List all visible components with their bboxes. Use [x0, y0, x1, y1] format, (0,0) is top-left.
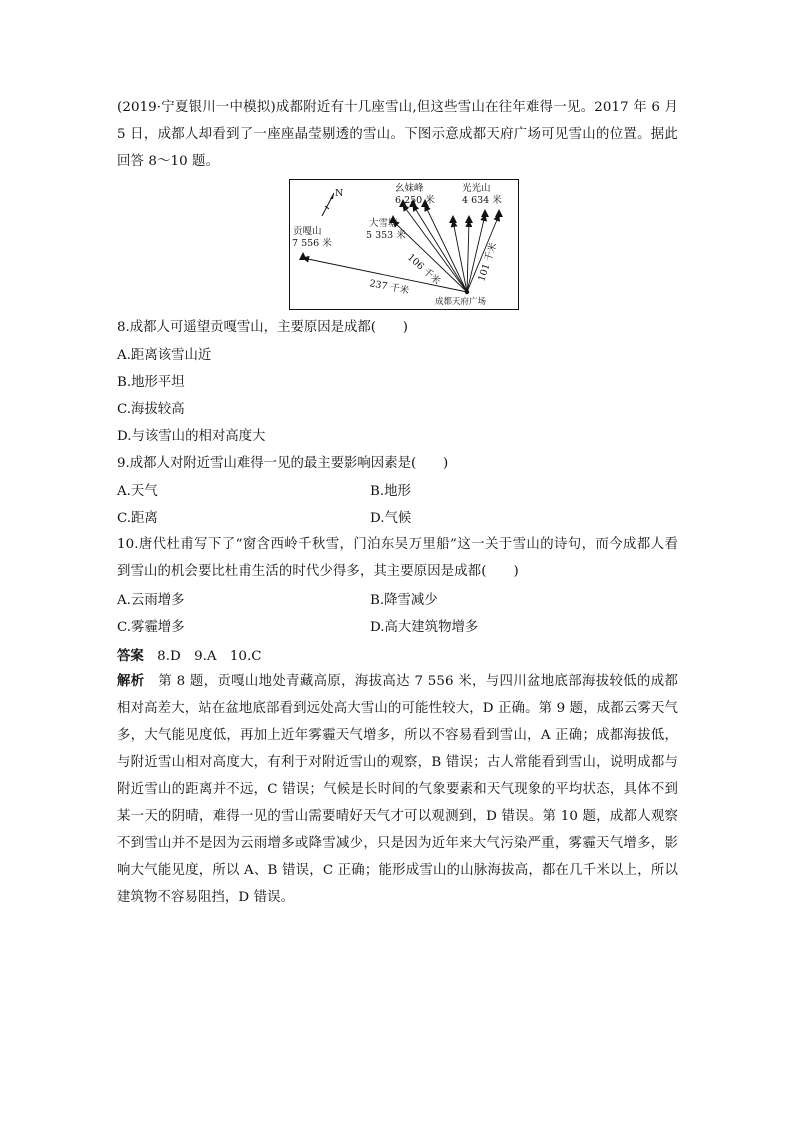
- snow-mountain-map: [289, 179, 519, 310]
- peak-name-yaomeifeng: 幺妹峰: [395, 183, 424, 194]
- distance-gongga: 237 千米: [368, 278, 410, 297]
- q8-option-c: C.海拔较高: [117, 402, 185, 417]
- q9-option-a: A.天气: [117, 484, 158, 499]
- q10-option-b: B.降雪减少: [370, 593, 438, 608]
- q9-option-b: B.地形: [370, 484, 411, 499]
- q10-option-c: C.雾霾增多: [117, 620, 185, 635]
- q9-stem: 9.成都人对附近雪山难得一见的最主要影响因素是( ): [117, 456, 449, 471]
- q9-option-c: C.距离: [117, 511, 158, 526]
- peak-name-gongga: 贡嘎山: [293, 226, 322, 237]
- q10-option-a: A.云雨增多: [117, 593, 185, 608]
- intro-paragraph: (2019·宁夏银川一中模拟)成都附近有十几座雪山,但这些雪山在往年难得一见。2017 年 6 月 5 日，成都人却看到了一座座晶莹剔透的雪山。下图示意成都天府广场可见雪山的位置。据此回答 8～10 题。: [117, 100, 678, 169]
- origin-label: 成都天府广场: [435, 297, 487, 307]
- analysis-paragraph: [117, 668, 678, 911]
- peak-name-guangguang: 光光山: [462, 183, 491, 194]
- distance-daxuetang: 106 千米: [404, 252, 443, 288]
- q8-option-b: B.地形平坦: [117, 375, 185, 390]
- q8-option-d: D.与该雪山的相对高度大: [117, 429, 266, 444]
- answer-text: 8.D 9.A 10.C: [157, 649, 262, 664]
- map-svg: [289, 179, 519, 310]
- q10-stem: 10.唐代杜甫写下了“窗含西岭千秋雪，门泊东吴万里船”这一关于雪山的诗句，而今成都人看到雪山的机会要比杜甫生活的时代少得多，其主要原因是成都( ): [117, 537, 678, 579]
- q8-option-a: A.距离该雪山近: [117, 348, 212, 363]
- answer-label: 答案: [117, 648, 144, 664]
- chengdu-point: [465, 290, 469, 294]
- distance-guangguang: 101 千米: [476, 241, 500, 283]
- north-label: N: [335, 188, 344, 199]
- q10-option-d: D.高大建筑物增多: [370, 620, 479, 635]
- peak-elev-guangguang: 4 634 米: [462, 195, 502, 206]
- peak-name-daxuetang: 大雪塘: [369, 218, 398, 229]
- peak-elev-daxuetang: 5 353 米: [366, 230, 406, 241]
- analysis-label: 解析: [117, 673, 145, 689]
- peak-elev-yaomeifeng: 6 250 米: [395, 195, 435, 206]
- q9-option-d: D.气候: [370, 511, 412, 526]
- answer-line: [117, 646, 261, 667]
- q8-stem: 8.成都人可遥望贡嘎雪山，主要原因是成都( ): [117, 320, 409, 335]
- analysis-text: 第 8 题，贡嘎山地处青藏高原，海拔高达 7 556 米，与四川盆地底部海拔较低的成都相对高差大，站在盆地底部看到远处高大雪山的可能性较大，D 正确。第 9 题，成都云雾天气多，大气能见度低，再加上近年雾霾天气增多，所以不容易看到雪山，A 正确；成都海拔低，与附近雪山相对高度大，有利于对附近雪山的观察，B 错误；古人常能看到雪山，说明成都与附近雪山的距离并不远，C 错误；气候是长时间的气象要素和天气现象的平均状态，具体不到某一天的阴晴，难得一见的雪山需要晴好天气才可以观测到，D 错误。第 10 题，成都人观察不到雪山并不是因为云雨增多或降雪减少，只是因为近年来大气污染严重，雾霾天气增多，影响大气能见度，所以 A、B 错误，C 正确；能形成雪山的山脉海拔高，都在几千米以上，所以建筑物不容易阻挡，D 错误。: [117, 674, 679, 905]
- peak-elev-gongga: 7 556 米: [292, 238, 332, 249]
